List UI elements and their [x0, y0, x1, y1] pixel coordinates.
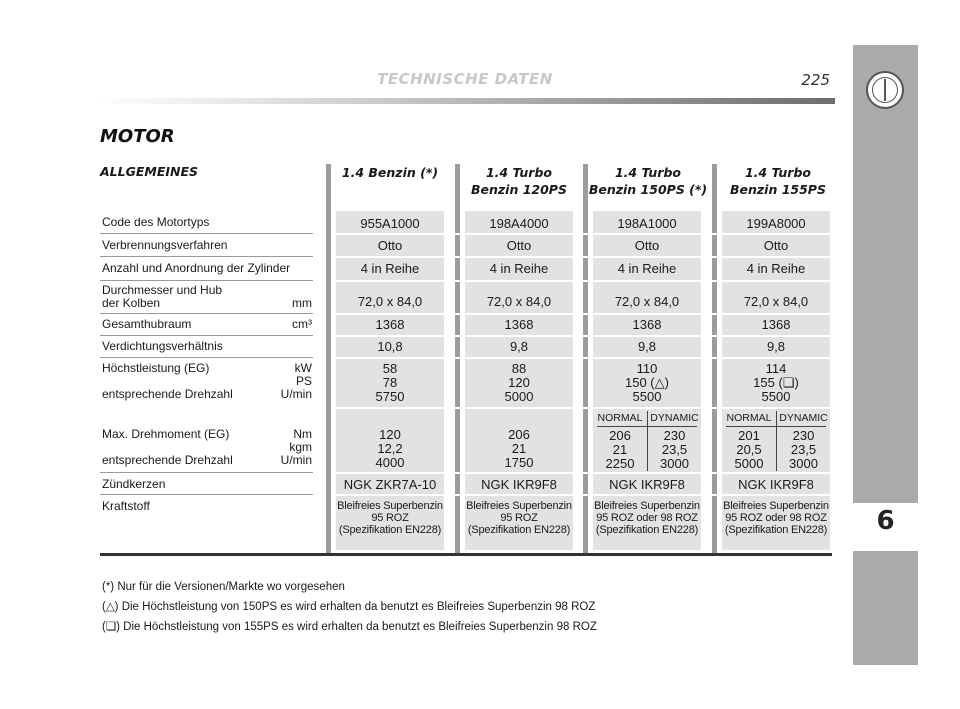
cell-combustion: Otto — [377, 238, 403, 253]
cell-code: 199A8000 — [746, 216, 806, 231]
cell-power: 114 155 (❏) 5500 — [753, 361, 799, 404]
unit-cm3: cm³ — [292, 317, 312, 331]
cell-torque-normal: 206 21 2250 — [605, 428, 635, 471]
mode-dynamic-label: DYNAMIC — [650, 412, 699, 424]
column-header-4: 1.4 Turbo Benzin 155PS — [730, 165, 826, 197]
cell-displacement: 1368 — [375, 317, 405, 332]
cell-compression: 10,8 — [377, 339, 403, 354]
cell-cylinders: 4 in Reihe — [360, 261, 420, 276]
cell-displacement: 1368 — [504, 317, 534, 332]
cell-power: 88 120 5000 — [504, 361, 534, 404]
page-number: 225 — [801, 71, 830, 89]
section-title: MOTOR — [100, 126, 175, 147]
cell-power: 58 78 5750 — [375, 361, 405, 404]
cell-code: 198A1000 — [617, 216, 677, 231]
mode-normal-label: NORMAL — [726, 412, 772, 424]
table-bottom-rule — [100, 553, 832, 556]
brand-logo-divider — [884, 79, 886, 101]
cell-displacement: 1368 — [632, 317, 662, 332]
cell-displacement: 1368 — [761, 317, 791, 332]
label-bore-stroke: Durchmesser und Hub der Kolben mm — [102, 283, 312, 310]
label-rule — [100, 335, 313, 336]
mode-underline — [597, 426, 697, 427]
row-separator — [336, 313, 830, 315]
row-separator — [336, 357, 830, 359]
row-header: ALLGEMEINES — [100, 164, 199, 179]
chapter-side-tab — [853, 45, 918, 665]
footnote: (❏) Die Höchstleistung von 155PS es wird erhalten da benutzt es Bleifreies Superbenzin 98 ROZ — [102, 621, 597, 633]
unit-mm: mm — [292, 296, 312, 310]
label-rule — [100, 357, 313, 358]
cell-fuel: Bleifreies Superbenzin 95 ROZ (Spezifikation EN228) — [337, 500, 443, 536]
label-rule — [100, 233, 313, 234]
cell-bore: 72,0 x 84,0 — [486, 294, 552, 309]
cell-combustion: Otto — [634, 238, 660, 253]
cell-code: 955A1000 — [360, 216, 420, 231]
label-cylinders: Anzahl und Anordnung der Zylinder — [102, 261, 291, 275]
cell-combustion: Otto — [763, 238, 789, 253]
triangle-icon: △ — [654, 375, 665, 390]
cell-compression: 9,8 — [637, 339, 657, 354]
cell-power: 110 150 (△) 5500 — [625, 361, 669, 404]
footnote: (*) Nur für die Versionen/Markte wo vorgesehen — [102, 581, 345, 593]
cell-plugs: NGK IKR9F8 — [738, 477, 814, 492]
row-separator — [336, 280, 830, 282]
cell-fuel: Bleifreies Superbenzin 95 ROZ oder 98 ROZ (Spezifikation EN228) — [594, 500, 700, 536]
label-rule — [100, 472, 313, 473]
cell-combustion: Otto — [506, 238, 532, 253]
row-separator — [336, 335, 830, 337]
label-torque: Max. Drehmoment (EG) Nm kgm entsprechende Drehzahl U/min — [102, 427, 312, 467]
cell-plugs: NGK IKR9F8 — [609, 477, 685, 492]
row-separator — [336, 233, 830, 235]
label-displacement: Gesamthubraum cm³ — [102, 317, 312, 331]
mode-dynamic-label: DYNAMIC — [779, 412, 828, 424]
label-spark-plugs: Zündkerzen — [102, 477, 166, 491]
cell-cylinders: 4 in Reihe — [746, 261, 806, 276]
cell-bore: 72,0 x 84,0 — [743, 294, 809, 309]
cell-fuel: Bleifreies Superbenzin 95 ROZ (Spezifikation EN228) — [466, 500, 572, 536]
cell-bore: 72,0 x 84,0 — [357, 294, 423, 309]
cell-compression: 9,8 — [766, 339, 786, 354]
cell-torque-dynamic: 230 23,5 3000 — [789, 428, 818, 471]
row-separator — [336, 256, 830, 258]
label-combustion: Verbrennungsverfahren — [102, 238, 228, 252]
cell-cylinders: 4 in Reihe — [489, 261, 549, 276]
cell-bore: 72,0 x 84,0 — [614, 294, 680, 309]
label-compression: Verdichtungsverhältnis — [102, 339, 223, 353]
mode-underline — [726, 426, 826, 427]
footnote: (△) Die Höchstleistung von 150PS es wird erhalten da benutzt es Bleifreies Superbenzin 98 ROZ — [102, 601, 596, 613]
column-header-3: 1.4 Turbo Benzin 150PS (*) — [588, 165, 708, 197]
chapter-number: 6 — [876, 506, 895, 536]
column-bar-1 — [326, 164, 331, 554]
cell-torque: 206 21 1750 — [504, 427, 534, 470]
header-gradient-bar — [95, 98, 835, 104]
cell-plugs: NGK IKR9F8 — [481, 477, 557, 492]
cell-cylinders: 4 in Reihe — [617, 261, 677, 276]
row-separator — [336, 407, 830, 409]
column-header-1: 1.4 Benzin (*) — [341, 165, 439, 180]
running-header-title: TECHNISCHE DATEN — [377, 70, 553, 88]
label-rule — [100, 256, 313, 257]
cell-torque: 120 12,2 4000 — [375, 427, 405, 470]
label-power: Höchstleistung (EG) kW PS entsprechende Drehzahl U/min — [102, 361, 312, 401]
column-header-2: 1.4 Turbo Benzin 120PS — [471, 165, 567, 197]
cell-code: 198A4000 — [489, 216, 549, 231]
cell-fuel: Bleifreies Superbenzin 95 ROZ oder 98 ROZ (Spezifikation EN228) — [723, 500, 829, 536]
row-separator — [336, 472, 830, 474]
label-rule — [100, 280, 313, 281]
cell-compression: 9,8 — [509, 339, 529, 354]
cell-plugs: NGK ZKR7A-10 — [343, 477, 437, 492]
label-fuel: Kraftstoff — [102, 499, 150, 513]
cell-torque-dynamic: 230 23,5 3000 — [660, 428, 689, 471]
row-separator — [336, 494, 830, 496]
label-rule — [100, 313, 313, 314]
mode-normal-label: NORMAL — [597, 412, 643, 424]
label-engine-code: Code des Motortyps — [102, 215, 210, 229]
cell-torque-normal: 201 20,5 5000 — [734, 428, 764, 471]
label-rule — [100, 494, 313, 495]
square-icon: ❏ — [782, 375, 795, 390]
